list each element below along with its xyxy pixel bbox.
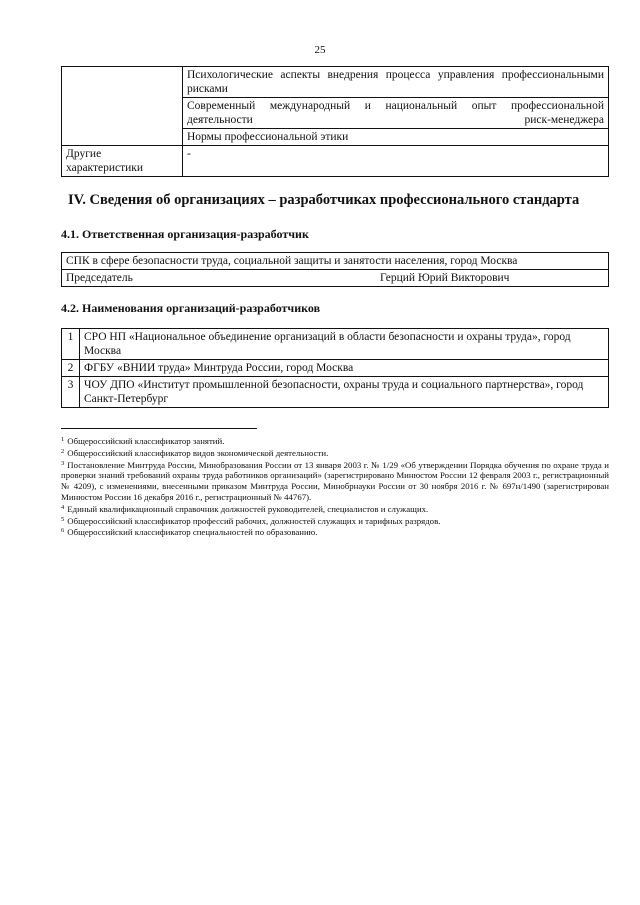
table-row	[62, 270, 609, 287]
footnote-text: Постановление Минтруда России, Минобразования России от 13 января 2003 г. № 1/29 «Об утверждении Порядка обучения по охране труда и проверки знаний требований охраны труда работников организаций» (зарегистрировано Минюстом России 12 февраля 2003 г., регистрационный № 4209), с изменениями, внесенными приказом Минтруда России, Минобрнауки России от 30 ноября 2016 г. № 697н/1490 (зарегистрирован Минюстом России 16 декабря 2016 г., регистрационный № 44767).	[61, 459, 609, 502]
characteristics-table	[61, 66, 609, 177]
footnote-text: Общероссийский классификатор специальностей по образованию.	[67, 527, 318, 538]
table-row	[62, 360, 609, 377]
chair-label: Председатель	[66, 272, 133, 284]
table-cell-empty	[62, 67, 183, 146]
footnote-mark: 6	[61, 527, 65, 535]
footnote-mark: 1	[61, 436, 65, 443]
footnote-mark: 2	[61, 447, 65, 455]
footnotes	[61, 435, 609, 538]
footnote	[61, 515, 609, 527]
footnote-text: Общероссийский классификатор видов экономической деятельности.	[67, 447, 329, 458]
footnote	[61, 435, 609, 447]
row-number: 2	[62, 360, 80, 377]
footnote-divider	[61, 428, 257, 429]
table-cell-label: Другие характеристики	[62, 146, 183, 177]
table-cell: Психологические аспекты внедрения процесса управления профессиональными рисками	[183, 67, 609, 98]
footnote	[61, 526, 609, 538]
developer-name: ФГБУ «ВНИИ труда» Минтруда России, город Москва	[80, 360, 609, 377]
row-number: 3	[62, 377, 80, 408]
chair-cell	[62, 270, 609, 287]
row-number: 1	[62, 329, 80, 360]
footnote	[61, 447, 609, 459]
subsection-title: 4.2. Наименования организаций-разработчиков	[61, 301, 321, 315]
table-row	[62, 67, 609, 98]
table-cell: Нормы профессиональной этики	[183, 129, 609, 146]
table-row	[62, 377, 609, 408]
subsection-title: 4.1. Ответственная организация-разработчик	[61, 227, 309, 241]
developer-name: ЧОУ ДПО «Институт промышленной безопасности, охраны труда и социального партнерства», город Санкт-Петербург	[80, 377, 609, 408]
footnote	[61, 503, 609, 515]
table-row	[62, 329, 609, 360]
footnote	[61, 459, 609, 503]
developer-name: СРО НП «Национальное объединение организаций в области безопасности и охраны труда», город Москва	[80, 329, 609, 360]
table-row	[62, 146, 609, 177]
page-number: 25	[314, 44, 326, 56]
footnote-mark: 5	[61, 515, 65, 523]
developers-table	[61, 328, 609, 408]
table-row	[62, 253, 609, 270]
table-cell: Современный международный и национальный опыт профессиональной деятельности риск-менеджера	[183, 98, 609, 129]
footnote-text: Общероссийский классификатор профессий рабочих, должностей служащих и тарифных разрядов.	[67, 515, 441, 526]
footnote-mark: 4	[61, 503, 65, 511]
chair-name: Герций Юрий Викторович	[380, 272, 510, 284]
responsible-org-name: СПК в сфере безопасности труда, социальной защиты и занятости населения, город Москва	[62, 253, 609, 270]
footnote-mark: 3	[61, 459, 65, 467]
responsible-org-table	[61, 252, 609, 287]
section-title: IV. Сведения об организациях – разработчиках профессионального стандарта	[68, 192, 580, 208]
footnote-text: Общероссийский классификатор занятий.	[67, 436, 225, 446]
footnote-text: Единый квалификационный справочник должностей руководителей, специалистов и служащих.	[67, 503, 429, 514]
table-cell: -	[183, 146, 609, 177]
